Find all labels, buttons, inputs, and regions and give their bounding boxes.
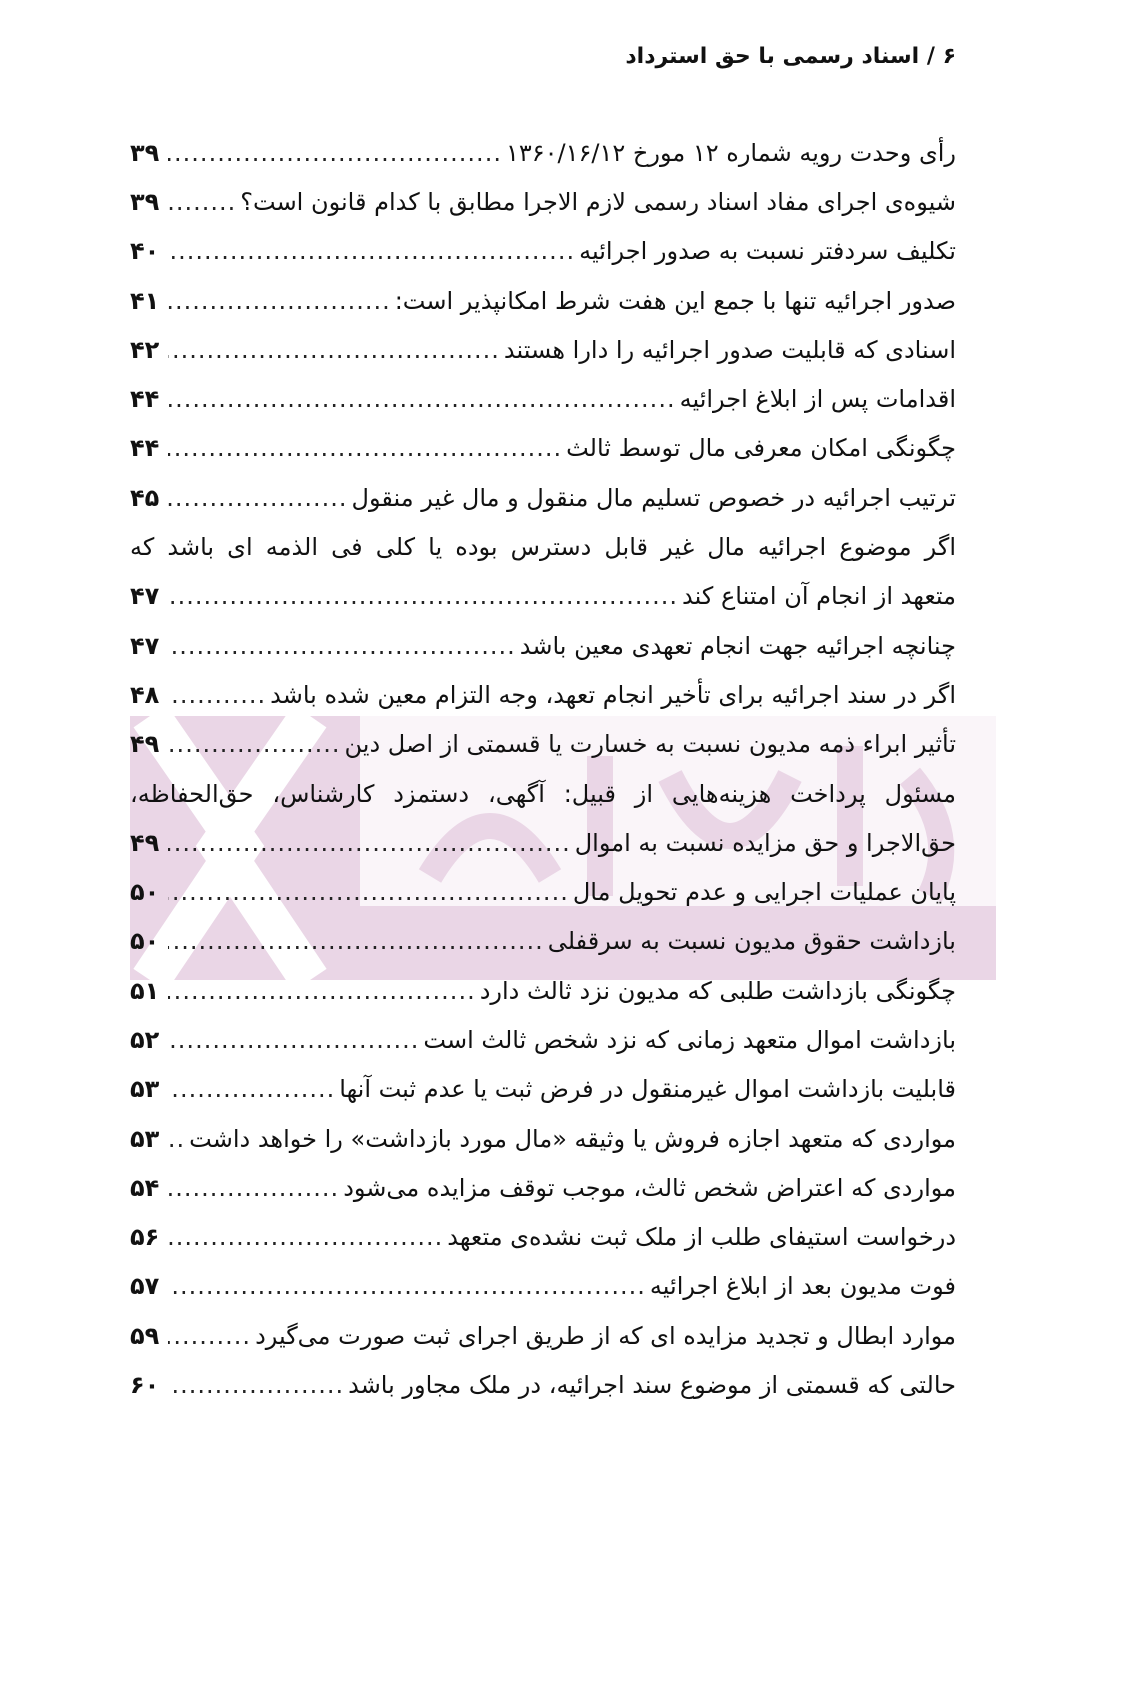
- dot-leader: [168, 139, 502, 167]
- toc-entry-title: حق‌الاجرا و حق مزایده نسبت به اموال: [574, 828, 956, 857]
- toc-entry-title: چگونگی بازداشت طلبی که مدیون نزد ثالث دارد: [479, 976, 956, 1005]
- toc-entry-title: فوت مدیون بعد از ابلاغ اجرائیه: [649, 1272, 956, 1301]
- dot-leader: [168, 1174, 339, 1202]
- toc-entry: [130, 1163, 956, 1212]
- toc-entry-title: متعهد از انجام آن امتناع کند: [682, 582, 956, 611]
- toc-entry-page: ۵۴: [130, 1173, 160, 1202]
- running-header: ۶ / اسناد رسمی با حق استرداد: [625, 44, 956, 69]
- toc-entry: [130, 720, 956, 769]
- toc-entry: [130, 522, 956, 571]
- toc-entry: [130, 1015, 956, 1064]
- toc-entry-page: ۵۶: [130, 1223, 160, 1252]
- toc-entry-page: ۴۹: [130, 828, 160, 857]
- dot-leader: [168, 829, 571, 857]
- toc-entry-title: پایان عملیات اجرایی و عدم تحویل مال: [572, 878, 956, 907]
- toc-entry: [130, 1360, 956, 1409]
- toc-entry-title: رأی وحدت رویه شماره ۱۲ مورخ ۱۳۶۰/۱۶/۱۲: [505, 138, 956, 167]
- dot-leader: [168, 582, 678, 610]
- toc-entry-page: ۵۰: [130, 878, 160, 907]
- toc-entry-title: ترتیب اجرائیه در خصوص تسلیم مال منقول و مال غیر منقول: [351, 483, 956, 512]
- toc-entry: [130, 1213, 956, 1262]
- toc-entry-page: ۴۷: [130, 582, 160, 611]
- dot-leader: [168, 977, 476, 1005]
- toc-entry-page: ۵۹: [130, 1321, 160, 1350]
- toc-entry-title: بازداشت حقوق مدیون نسبت به سرقفلی: [547, 927, 956, 956]
- toc-entry: [130, 966, 956, 1015]
- toc-entry: [130, 1262, 956, 1311]
- toc-entry-page: ۴۴: [130, 434, 160, 463]
- dot-leader: [168, 1322, 251, 1350]
- dot-leader: [168, 237, 575, 265]
- toc-entry-page: ۴۰: [130, 237, 160, 266]
- dot-leader: [168, 1272, 646, 1300]
- toc-entry-page: ۴۷: [130, 631, 160, 660]
- toc-entry-page: ۵۲: [130, 1025, 160, 1054]
- toc-entry-title: مواردی که اعتراض شخص ثالث، موجب توقف مزایده می‌شود: [343, 1173, 956, 1202]
- toc-entry-page: ۵۱: [130, 976, 160, 1005]
- toc-entry-page: ۳۹: [130, 187, 160, 216]
- toc-entry: [130, 473, 956, 522]
- toc-entry-title: چنانچه اجرائیه جهت انجام تعهدی معین باشد: [519, 631, 956, 660]
- toc-entry-title: مسئول پرداخت هزینه‌هایی از قبیل: آگهی، دستمزد کارشناس، حق‌الحفاظه،: [130, 779, 956, 808]
- toc-entry: [130, 276, 956, 325]
- dot-leader: [168, 878, 569, 906]
- dot-leader: [168, 1026, 419, 1054]
- dot-leader: [168, 632, 516, 660]
- toc-entry-page: ۴۵: [130, 483, 160, 512]
- toc-entry: [130, 818, 956, 867]
- toc-entry-title: اقدامات پس از ابلاغ اجرائیه: [679, 385, 956, 414]
- dot-leader: [168, 287, 391, 315]
- toc-entry-title: درخواست استیفای طلب از ملک ثبت نشده‌ی متعهد: [447, 1223, 956, 1252]
- toc-entry-page: ۵۰: [130, 927, 160, 956]
- toc-entry-page: ۶۰: [130, 1371, 160, 1400]
- toc-entry-title: اسنادی که قابلیت صدور اجرائیه را دارا هستند: [503, 335, 956, 364]
- toc-entry-title: موارد ابطال و تجدید مزایده ای که از طریق اجرای ثبت صورت می‌گیرد: [255, 1321, 956, 1350]
- toc-entry-title: تأثیر ابراء ذمه مدیون نسبت به خسارت یا قسمتی از اصل دین: [344, 730, 956, 759]
- toc-entry: [130, 917, 956, 966]
- toc-entry-page: ۳۹: [130, 138, 160, 167]
- toc-entry: [130, 374, 956, 423]
- toc-entry: [130, 769, 956, 818]
- dot-leader: [168, 681, 266, 709]
- dot-leader: [168, 188, 236, 216]
- toc-entry: [130, 1311, 956, 1360]
- dot-leader: [168, 1223, 443, 1251]
- dot-leader: [168, 730, 341, 758]
- toc-entry-title: چگونگی امکان معرفی مال توسط ثالث: [566, 434, 956, 463]
- toc-entry-page: ۴۸: [130, 680, 160, 709]
- toc-entry-page: ۴۹: [130, 730, 160, 759]
- dot-leader: [168, 1125, 185, 1153]
- toc-entry-page: ۵۳: [130, 1124, 160, 1153]
- toc-entry: [130, 1114, 956, 1163]
- toc-entry-page: ۵۳: [130, 1075, 160, 1104]
- toc-entry-page: ۵۷: [130, 1272, 160, 1301]
- toc-entry: [130, 325, 956, 374]
- toc-entry-title: اگر موضوع اجرائیه مال غیر قابل دسترس بوده یا کلی فی الذمه ای باشد که: [130, 533, 956, 562]
- toc-entry: [130, 227, 956, 276]
- toc-entry: [130, 621, 956, 670]
- toc-entry-page: ۴۲: [130, 335, 160, 364]
- toc-entry: [130, 670, 956, 719]
- toc-entry-title: قابلیت بازداشت اموال غیرمنقول در فرض ثبت یا عدم ثبت آنها: [339, 1075, 956, 1104]
- toc-entry-title: حالتی که قسمتی از موضوع سند اجرائیه، در ملک مجاور باشد: [348, 1371, 956, 1400]
- dot-leader: [168, 927, 544, 955]
- toc-entry-title: مواردی که متعهد اجازه فروش یا وثیقه «مال مورد بازداشت» را خواهد داشت: [189, 1124, 956, 1153]
- toc-entry: [130, 1065, 956, 1114]
- toc-entry-title: صدور اجرائیه تنها با جمع این هفت شرط امکانپذیر است:: [394, 286, 956, 315]
- toc-entry-title: شیوه‌ی اجرای مفاد اسناد رسمی لازم الاجرا مطابق با کدام قانون است؟: [240, 187, 956, 216]
- dot-leader: [168, 1075, 335, 1103]
- toc-entry: [130, 867, 956, 916]
- toc-entry: [130, 128, 956, 177]
- toc-entry-title: تکلیف سردفتر نسبت به صدور اجرائیه: [579, 237, 956, 266]
- dot-leader: [168, 434, 562, 462]
- toc-entry-page: ۴۴: [130, 385, 160, 414]
- toc-entry-title: اگر در سند اجرائیه برای تأخیر انجام تعهد، وجه التزام معین شده باشد: [270, 680, 956, 709]
- toc-entry: [130, 572, 956, 621]
- dot-leader: [168, 484, 348, 512]
- dot-leader: [168, 1371, 344, 1399]
- toc-entry: [130, 424, 956, 473]
- table-of-contents: [130, 128, 956, 1410]
- dot-leader: [168, 336, 500, 364]
- dot-leader: [168, 385, 676, 413]
- toc-entry-title: بازداشت اموال متعهد زمانی که نزد شخص ثالث است: [423, 1025, 956, 1054]
- toc-entry: [130, 177, 956, 226]
- toc-entry-page: ۴۱: [130, 286, 160, 315]
